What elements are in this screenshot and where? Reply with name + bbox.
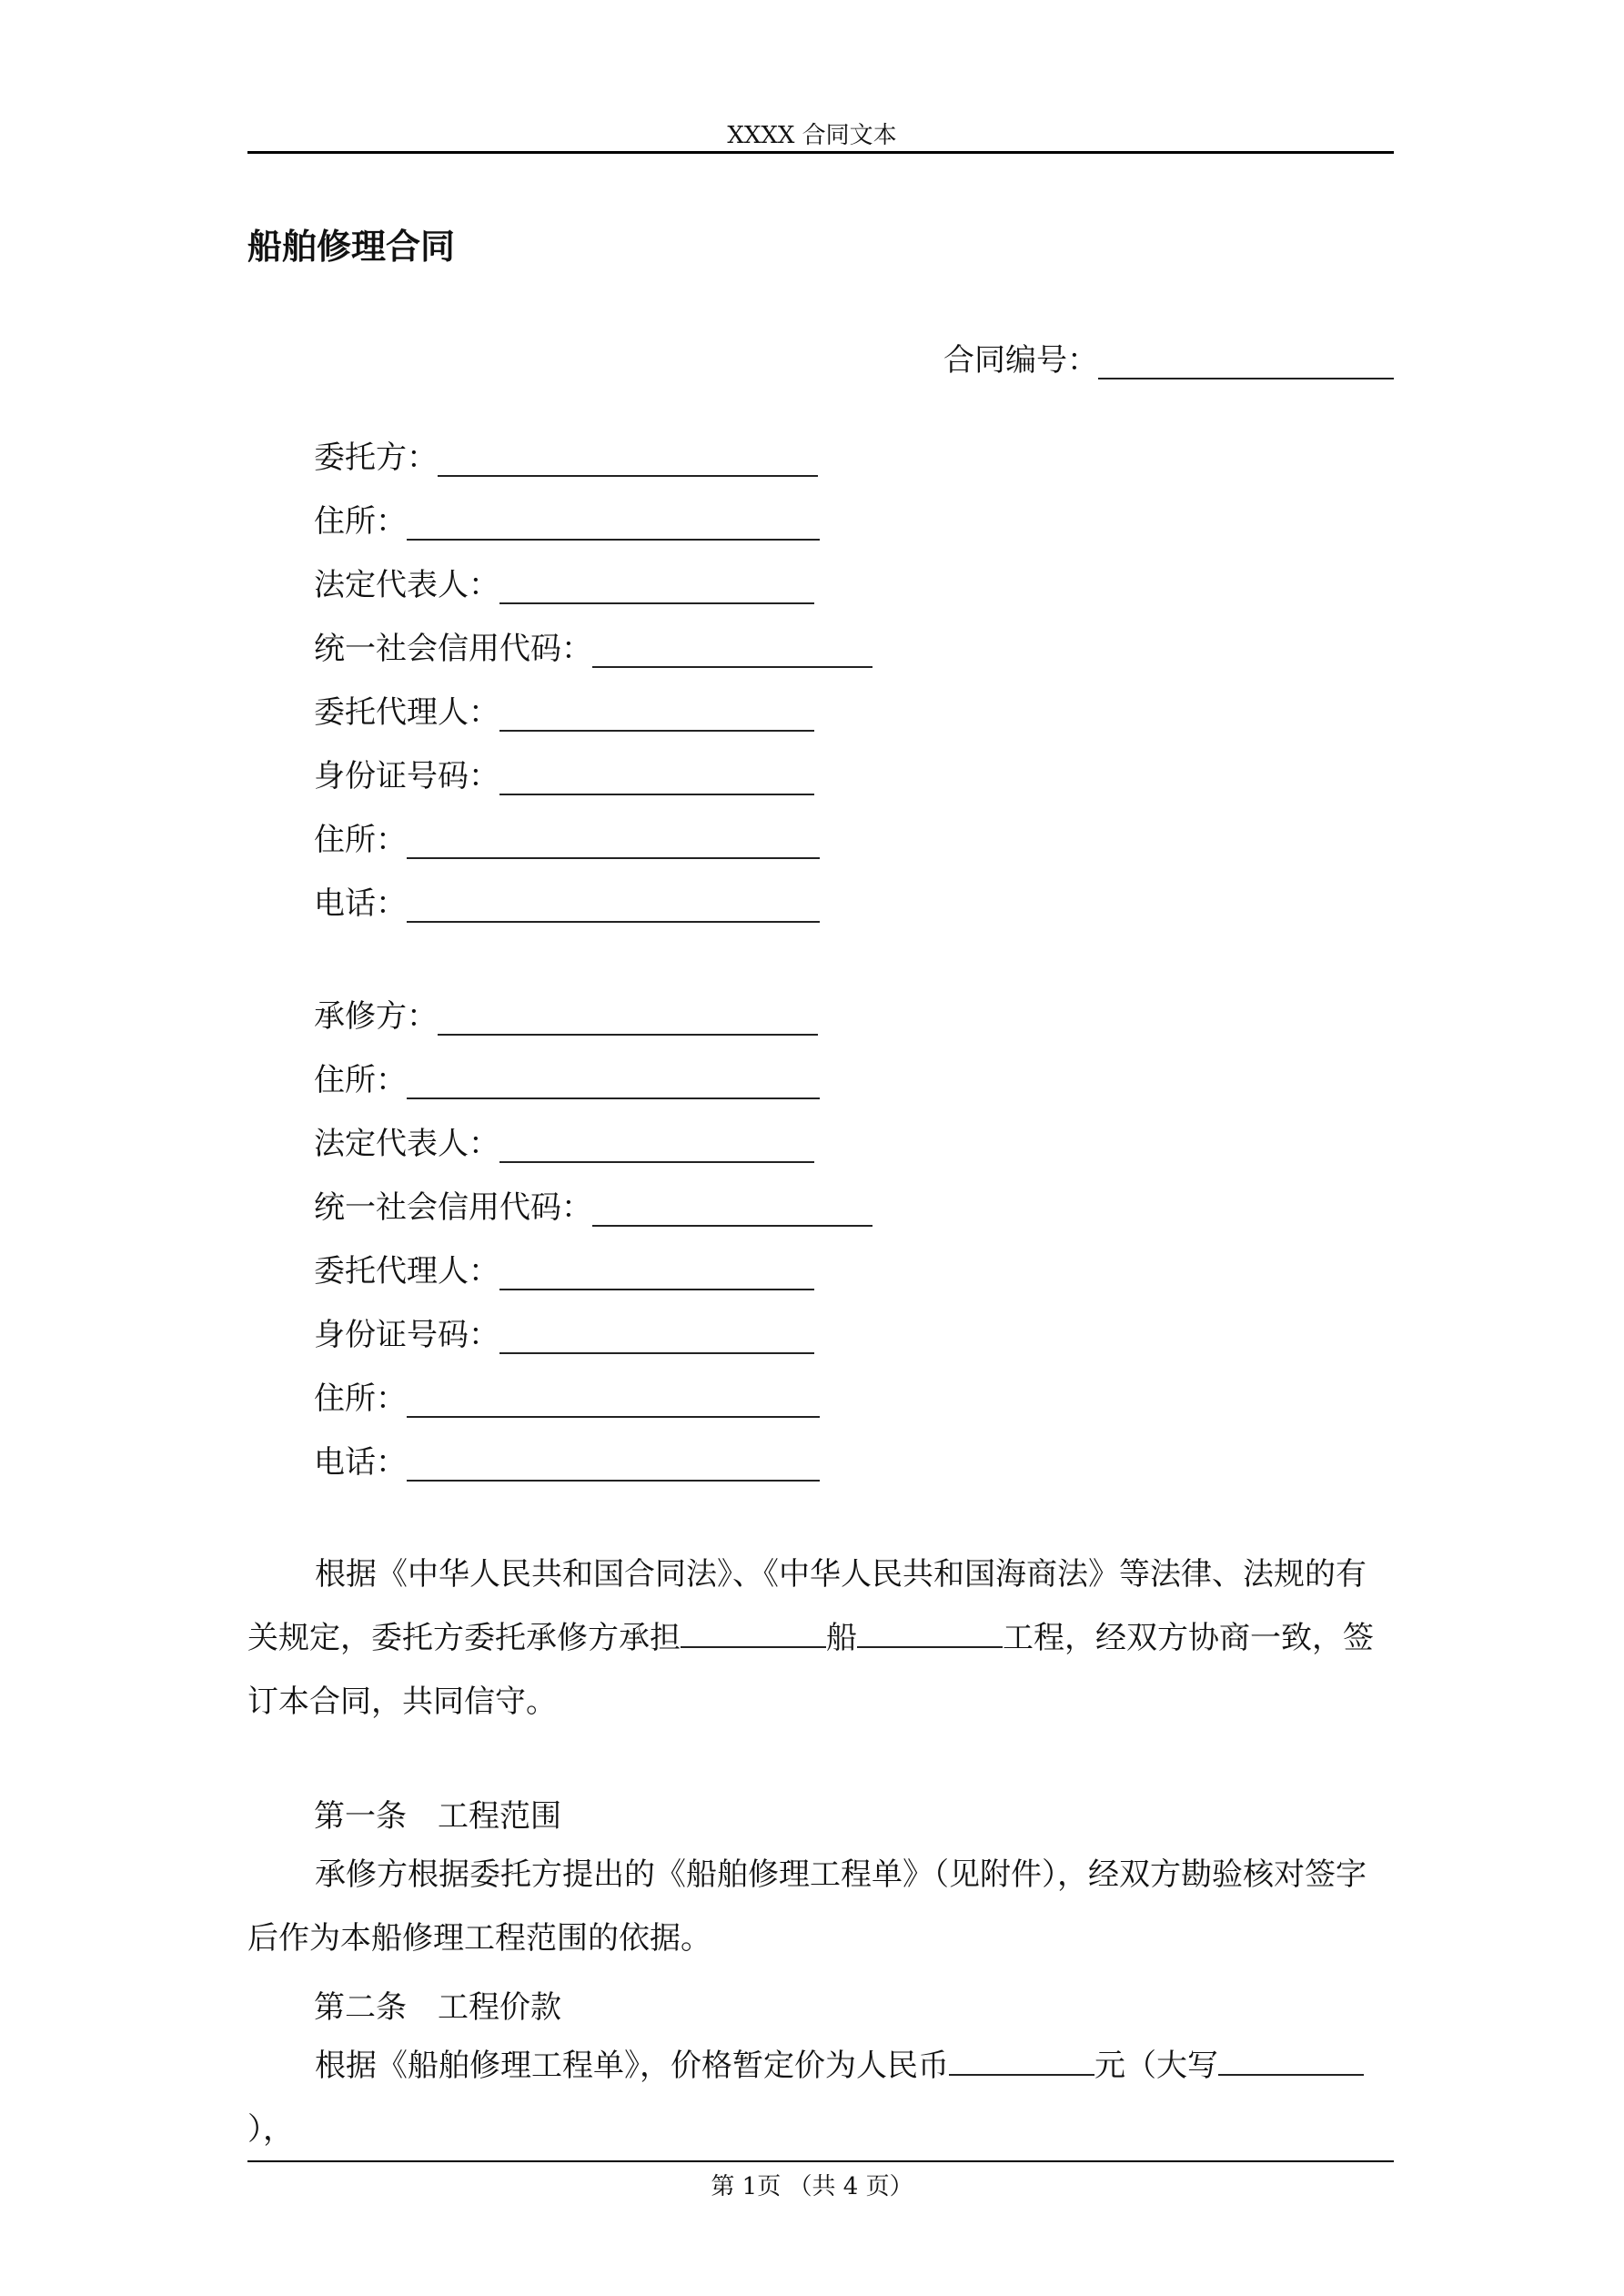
project-name-blank[interactable] xyxy=(857,1619,1003,1648)
contract-number-label: 合同编号： xyxy=(943,342,1098,379)
contractor-address-blank[interactable] xyxy=(407,1070,820,1099)
article-1-heading: 第一条 工程范围 xyxy=(314,1798,561,1835)
page-number: 第 1页 （共 4 页） xyxy=(711,2173,913,2200)
footer-rule xyxy=(247,2160,1394,2162)
contractor-credit-code-blank[interactable] xyxy=(592,1198,873,1227)
client-address-blank[interactable] xyxy=(407,511,820,541)
contractor-legal-rep-blank[interactable] xyxy=(499,1134,814,1163)
article-1-body: 承修方根据委托方提出的《船舶修理工程单》（见附件），经双方勘验核对签字后作为本船修理工程范围的依据。 xyxy=(247,1856,1367,1957)
client-field-phone: 电话： xyxy=(314,881,820,923)
client-field-credit-code: 统一社会信用代码： xyxy=(314,626,873,668)
client-field-agent: 委托代理人： xyxy=(314,690,814,732)
contractor-field-phone: 电话： xyxy=(314,1440,820,1482)
client-id-number-blank[interactable] xyxy=(499,766,814,795)
ship-name-blank[interactable] xyxy=(681,1619,826,1648)
document-title: 船舶修理合同 xyxy=(247,227,456,267)
article-2-heading: 第二条 工程价款 xyxy=(314,1989,561,2026)
contractor-field-legal-rep: 法定代表人： xyxy=(314,1121,814,1163)
contractor-field-party: 承修方： xyxy=(314,994,818,1036)
contractor-agent-blank[interactable] xyxy=(499,1261,814,1290)
client-phone-blank[interactable] xyxy=(407,894,820,923)
contractor-party-blank[interactable] xyxy=(438,1006,818,1036)
client-field-id-number: 身份证号码： xyxy=(314,754,814,795)
contract-number xyxy=(943,335,1394,379)
client-field-legal-rep: 法定代表人： xyxy=(314,562,814,604)
client-field-address-2: 住所： xyxy=(314,817,820,859)
preamble-paragraph: 根据《中华人民共和国合同法》、《中华人民共和国海商法》等法律、法规的有关规定，委托方委托承修方承担 船 工程，经双方协商一致，签订本合同，共同信守。 xyxy=(247,1556,1374,1720)
contractor-phone-blank[interactable] xyxy=(407,1452,820,1482)
client-address-2-blank[interactable] xyxy=(407,830,820,859)
client-credit-code-blank[interactable] xyxy=(592,639,873,668)
contractor-address-2-blank[interactable] xyxy=(407,1389,820,1418)
client-field-party: 委托方： xyxy=(314,435,818,477)
page-header: XXXX 合同文本 xyxy=(727,122,897,149)
contractor-field-credit-code: 统一社会信用代码： xyxy=(314,1185,873,1227)
contractor-id-number-blank[interactable] xyxy=(499,1325,814,1354)
client-agent-blank[interactable] xyxy=(499,703,814,732)
contract-number-blank[interactable] xyxy=(1098,350,1394,379)
client-legal-rep-blank[interactable] xyxy=(499,575,814,604)
header-rule xyxy=(247,151,1394,154)
client-field-address: 住所： xyxy=(314,499,820,541)
price-amount-blank[interactable] xyxy=(949,2047,1094,2076)
contractor-field-address: 住所： xyxy=(314,1057,820,1099)
contractor-field-id-number: 身份证号码： xyxy=(314,1312,814,1354)
contractor-field-agent: 委托代理人： xyxy=(314,1249,814,1290)
contractor-field-address-2: 住所： xyxy=(314,1376,820,1418)
price-in-words-blank[interactable] xyxy=(1218,2047,1364,2076)
article-2-body: 根据《船舶修理工程单》，价格暂定价为人民币 元（大写）， xyxy=(247,2034,1396,2161)
client-party-blank[interactable] xyxy=(438,448,818,477)
